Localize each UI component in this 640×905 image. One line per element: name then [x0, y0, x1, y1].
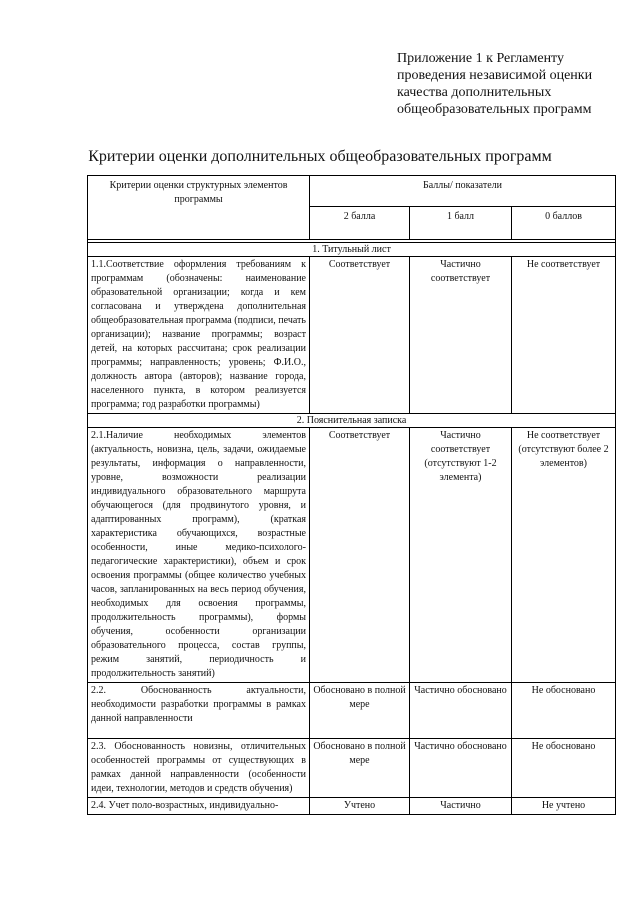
table-row [88, 257, 616, 414]
score-1-cell: Частично обосновано [410, 683, 512, 739]
header-2-points: 2 балла [310, 207, 410, 240]
score-0-cell: Не соответствует (отсутствуют более 2 элементов) [512, 428, 616, 683]
appendix-line: Приложение 1 к Регламенту [397, 51, 564, 66]
table-row [88, 798, 616, 815]
section-row [88, 414, 616, 428]
score-0-cell: Не учтено [512, 798, 616, 815]
table-header-row [88, 176, 616, 207]
score-0-cell: Не обосновано [512, 683, 616, 739]
document-title: Критерии оценки дополнительных общеобразовательных программ [88, 148, 552, 165]
score-2-cell: Соответствует [310, 257, 410, 414]
section-row [88, 243, 616, 257]
section-title: 2. Пояснительная записка [88, 414, 616, 428]
criterion-cell: 2.1.Наличие необходимых элементов (актуальность, новизна, цель, задачи, ожидаемые результаты, информация о направленности, уровне, возможности реализации индивидуального образовательного маршрута обучающегося (для продвинутого уровня, и адаптированных программ), (краткая характеристика обучающихся, возрастные особенности, иные медико-психолого-педагогические характеристики), объем и срок освоения программы (общее количество учебных часов, запланированных на весь период обучения, необходимых для освоения программы, продолжительность программы), формы обучения, особенности организации образовательного процесса, состав группы, режим занятий, периодичность и продолжительность занятий) [88, 428, 310, 683]
score-1-cell: Частично соответствует (отсутствуют 1-2 элемента) [410, 428, 512, 683]
criterion-cell: 1.1.Соответствие оформления требованиям к программам (обозначены: наименование образовательной организации; когда и кем согласована и утверждена дополнительная общеобразовательная программа (подписи, печать организации); название программы; возраст детей, на которых рассчитана; срок реализации программы; направленность; уровень; Ф.И.О., должность автора (авторов); название города, населенного пункта, в котором реализуется программа; год разработки программы) [88, 257, 310, 414]
score-2-cell: Обосновано в полной мере [310, 683, 410, 739]
header-1-point: 1 балл [410, 207, 512, 240]
criterion-cell: 2.2. Обоснованность актуальности, необходимости разработки программы в рамках данной направленности [88, 683, 310, 739]
score-0-cell: Не обосновано [512, 739, 616, 798]
table-row [88, 683, 616, 739]
score-1-cell: Частично [410, 798, 512, 815]
appendix-line: общеобразовательных программ [397, 102, 592, 117]
score-0-cell: Не соответствует [512, 257, 616, 414]
criterion-cell: 2.4. Учет поло-возрастных, индивидуально- [88, 798, 310, 815]
score-2-cell: Учтено [310, 798, 410, 815]
appendix-line: качества дополнительных [397, 85, 552, 100]
score-2-cell: Обосновано в полной мере [310, 739, 410, 798]
table-row [88, 739, 616, 798]
appendix-line: проведения независимой оценки [397, 68, 593, 83]
score-2-cell: Соответствует [310, 428, 410, 683]
criteria-table [87, 175, 616, 815]
appendix-note [397, 50, 629, 118]
header-0-points: 0 баллов [512, 207, 616, 240]
section-title: 1. Титульный лист [88, 243, 616, 257]
score-1-cell: Частично обосновано [410, 739, 512, 798]
table-row [88, 428, 616, 683]
criterion-cell: 2.3. Обоснованность новизны, отличительных особенностей программы от существующих в рамках данной направленности (особенности идеи, технологии, методов и средств обучения) [88, 739, 310, 798]
score-1-cell: Частично соответствует [410, 257, 512, 414]
header-scores: Баллы/ показатели [310, 176, 616, 207]
header-criteria: Критерии оценки структурных элементов программы [88, 176, 310, 240]
